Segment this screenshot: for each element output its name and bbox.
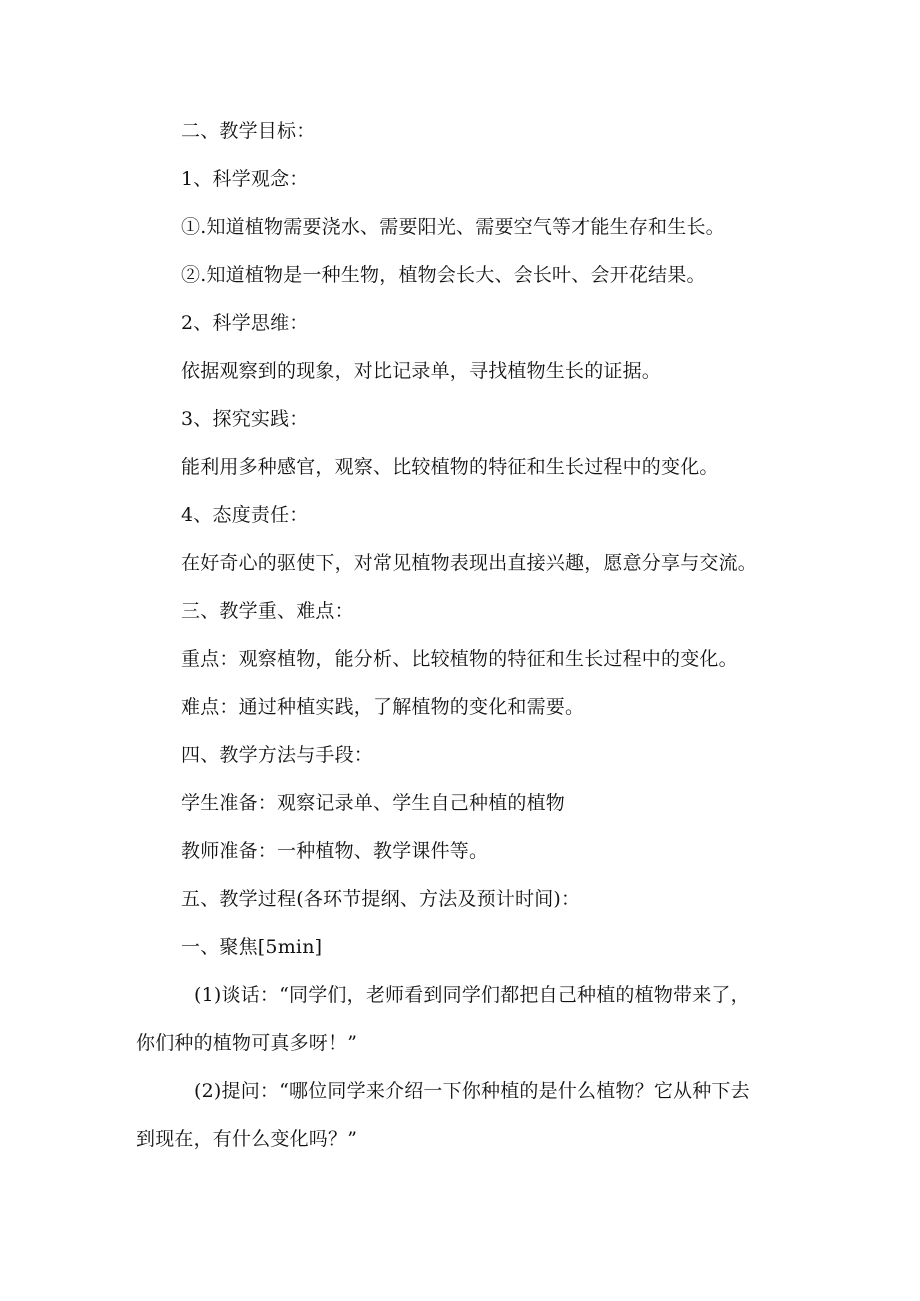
- paragraph-line: ①.知道植物需要浇水、需要阳光、需要空气等才能生存和生长。: [181, 216, 725, 238]
- paragraph-line: 重点：观察植物，能分析、比较植物的特征和生长过程中的变化。: [181, 648, 738, 670]
- paragraph-line: 你们种的植物可真多呀！”: [136, 1032, 358, 1054]
- paragraph-line: 在好奇心的驱使下，对常见植物表现出直接兴趣，愿意分享与交流。: [181, 552, 758, 574]
- paragraph-line: 到现在，有什么变化吗？”: [136, 1128, 358, 1150]
- paragraph-line: 依据观察到的现象，对比记录单，寻找植物生长的证据。: [181, 360, 662, 382]
- paragraph-line: 学生准备：观察记录单、学生自己种植的植物: [181, 792, 566, 814]
- subheading-inquiry-practice: 3、探究实践：: [181, 408, 309, 430]
- section-heading-objectives: 二、教学目标：: [181, 120, 316, 142]
- subheading-science-concept: 1、科学观念：: [181, 168, 309, 190]
- subheading-attitude: 4、态度责任：: [181, 504, 309, 526]
- paragraph-line: 难点：通过种植实践，了解植物的变化和需要。: [181, 696, 585, 718]
- paragraph-line: 能利用多种感官，观察、比较植物的特征和生长过程中的变化。: [181, 456, 719, 478]
- section-heading-process: 五、教学过程(各环节提纲、方法及预计时间)：: [181, 888, 581, 910]
- paragraph-line: ②.知道植物是一种生物，植物会长大、会长叶、会开花结果。: [181, 264, 706, 286]
- paragraph-line: (2)提问：“哪位同学来介绍一下你种植的是什么植物？它从种下去: [194, 1080, 750, 1102]
- paragraph-line: 教师准备：一种植物、教学课件等。: [181, 840, 489, 862]
- section-heading-key-points: 三、教学重、难点：: [181, 600, 354, 622]
- section-heading-methods: 四、教学方法与手段：: [181, 744, 374, 766]
- paragraph-line: (1)谈话：“同学们，老师看到同学们都把自己种植的植物带来了，: [194, 984, 750, 1006]
- subheading-focus: 一、聚焦[5min]: [181, 936, 323, 958]
- subheading-science-thinking: 2、科学思维：: [181, 312, 309, 334]
